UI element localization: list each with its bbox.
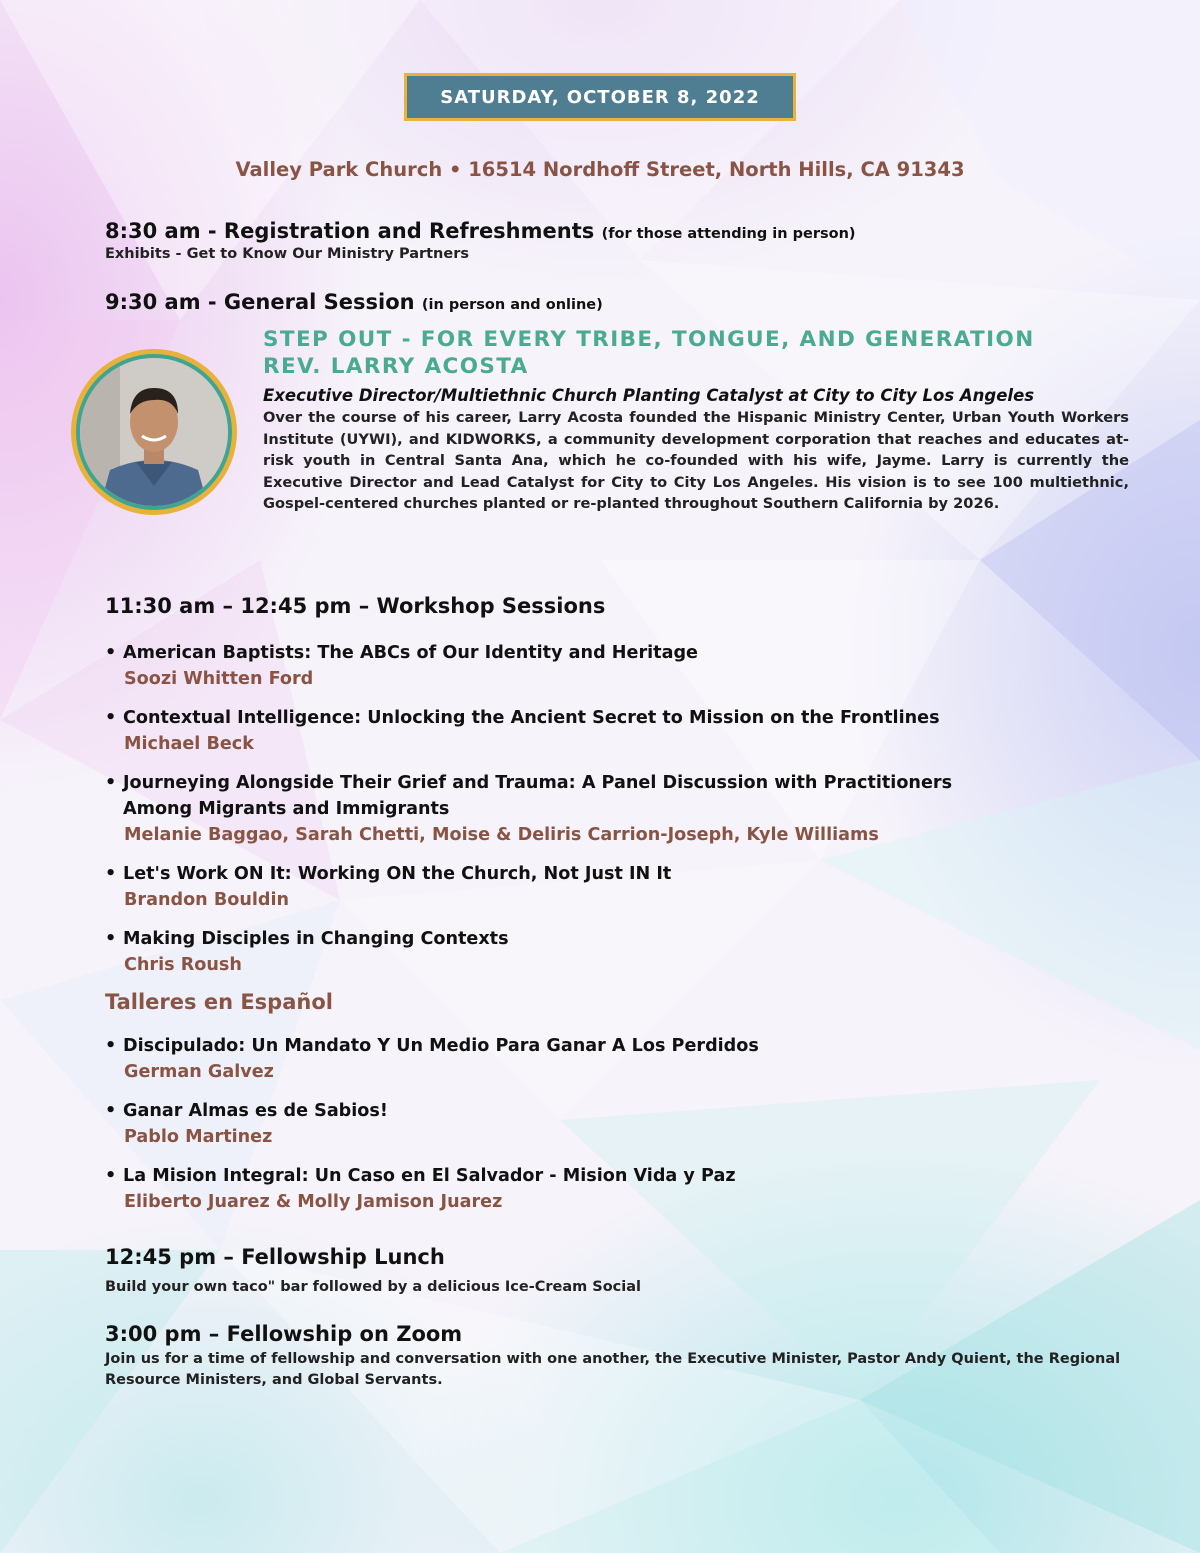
registration-sub: Exhibits - Get to Know Our Ministry Partners	[105, 246, 469, 262]
venue-address: Valley Park Church • 16514 Nordhoff Street, North Hills, CA 91343	[235, 158, 965, 181]
workshop-speakers: Chris Roush	[124, 955, 242, 975]
bullet: •	[105, 1036, 117, 1056]
workshop-speakers: Eliberto Juarez & Molly Jamison Juarez	[124, 1192, 503, 1212]
date-badge: SATURDAY, OCTOBER 8, 2022	[404, 73, 796, 121]
workshop-speakers: German Galvez	[124, 1062, 274, 1082]
workshop-speakers: Soozi Whitten Ford	[124, 669, 314, 689]
spanish-workshops-heading: Talleres en Español	[105, 990, 333, 1014]
workshop-title	[105, 640, 698, 666]
workshops-heading: 11:30 am – 12:45 pm – Workshop Sessions	[105, 594, 606, 618]
general-session-note: (in person and online)	[421, 297, 603, 313]
workshop-title-text: Let's Work ON It: Working ON the Church, Not Just IN It	[123, 864, 672, 884]
workshop-title-text: Ganar Almas es de Sabios!	[123, 1101, 388, 1121]
lunch-description: Build your own taco" bar followed by a delicious Ice-Cream Social	[105, 1279, 642, 1295]
speaker-photo	[71, 349, 237, 515]
lunch-heading: 12:45 pm – Fellowship Lunch	[105, 1245, 445, 1269]
speaker-bio: Over the course of his career, Larry Acosta founded the Hispanic Ministry Center, Urban Youth Workers Institute (UYWI), and KIDWORKS, a community development corporation that reaches and educates at-risk youth in Central Santa Ana, which he co-founded with his wife, Jayme. Larry is currently the Executive Director and Lead Catalyst for City to City Los Angeles. His vision is to see 100 multiethnic, Gospel-centered churches planted or re-planted throughout Southern California by 2026.	[263, 409, 1129, 513]
bullet: •	[105, 929, 117, 949]
workshop-title-text: Making Disciples in Changing Contexts	[123, 929, 509, 949]
workshop-title	[105, 1033, 759, 1059]
workshop-item	[105, 770, 952, 848]
workshop-item	[105, 861, 671, 913]
bullet: •	[105, 773, 117, 793]
workshop-title-text: Journeying Alongside Their Grief and Trauma: A Panel Discussion with Practitioners	[123, 773, 953, 793]
workshop-title-text: Discipulado: Un Mandato Y Un Medio Para Ganar A Los Perdidos	[123, 1036, 759, 1056]
workshop-item	[105, 640, 698, 692]
registration-heading	[105, 219, 856, 243]
bullet: •	[105, 708, 117, 728]
keynote-speaker: REV. LARRY ACOSTA	[263, 354, 529, 379]
workshop-speakers: Michael Beck	[124, 734, 254, 754]
bullet: •	[105, 864, 117, 884]
workshop-title-continued: Among Migrants and Immigrants	[123, 799, 450, 819]
spanish-workshop-item	[105, 1098, 388, 1150]
workshop-title	[105, 861, 671, 887]
workshop-title-text: La Mision Integral: Un Caso en El Salvador - Mision Vida y Paz	[123, 1166, 736, 1186]
bullet: •	[105, 1101, 117, 1121]
workshop-speakers: Brandon Bouldin	[124, 890, 290, 910]
bullet: •	[105, 1166, 117, 1186]
keynote-title: STEP OUT - FOR EVERY TRIBE, TONGUE, AND GENERATION	[263, 327, 1035, 352]
registration-heading-text: 8:30 am - Registration and Refreshments	[105, 219, 595, 243]
speaker-role: Executive Director/Multiethnic Church Planting Catalyst at City to City Los Angeles	[263, 386, 1035, 405]
workshop-title-text: Contextual Intelligence: Unlocking the Ancient Secret to Mission on the Frontlines	[123, 708, 940, 728]
spanish-workshop-item	[105, 1033, 759, 1085]
general-session-heading-text: 9:30 am - General Session	[105, 290, 415, 314]
workshop-speakers: Melanie Baggao, Sarah Chetti, Moise & Deliris Carrion-Joseph, Kyle Williams	[124, 825, 879, 845]
workshop-item	[105, 926, 509, 978]
zoom-heading: 3:00 pm – Fellowship on Zoom	[105, 1322, 463, 1346]
workshop-title	[105, 926, 509, 952]
general-session-heading	[105, 290, 603, 314]
speaker-portrait-image	[80, 358, 228, 506]
spanish-workshop-item	[105, 1163, 736, 1215]
workshop-speakers: Pablo Martinez	[124, 1127, 273, 1147]
registration-note: (for those attending in person)	[601, 226, 856, 242]
workshop-title-text: American Baptists: The ABCs of Our Identity and Heritage	[123, 643, 698, 663]
bullet: •	[105, 643, 117, 663]
workshop-title	[105, 1098, 388, 1124]
workshop-item	[105, 705, 940, 757]
workshop-title	[105, 1163, 736, 1189]
zoom-description: Join us for a time of fellowship and conversation with one another, the Executive Minister, Pastor Andy Quient, the Regional Resource Ministers, and Global Servants.	[105, 1351, 1121, 1388]
workshop-title	[105, 705, 940, 731]
workshop-title	[105, 770, 952, 822]
